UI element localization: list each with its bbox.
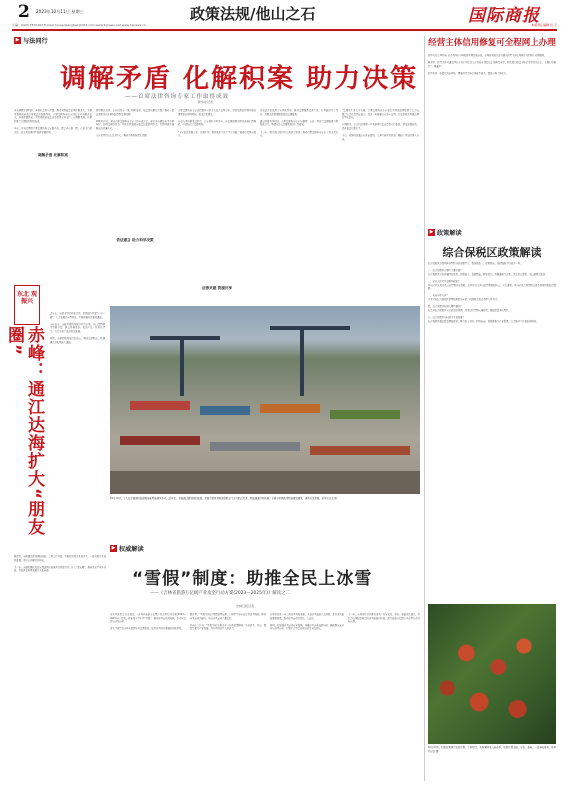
page-section-title: 政策法规/他山之石 — [190, 5, 316, 23]
section-arrow-icon: ▶ — [111, 545, 116, 551]
article-subheading: 依法建言 助力科学决策 — [116, 238, 154, 242]
article-subheading: 调解矛盾 化解积案 — [37, 153, 68, 157]
container-shape — [120, 436, 200, 445]
photo-caption: 10月10日，工人在赤峰国际陆港集装箱物流园区作业。近年来，赤峰通过建设国际陆港，发展中欧班列和海铁联运等多式联运业务，物流通道持续拓展。赤峰市积极推进物流枢纽建设，推动外贸发展。新华社记者 摄 — [110, 497, 337, 500]
container-shape — [200, 406, 250, 415]
crane-shape — [270, 326, 350, 330]
crane-shape — [150, 336, 220, 340]
article-column: “法律的生命在于实施，首席法律咨询专家制度为基层治理提供了有力支撑。”有关负责同志表示，将进一步拓展专家参与范围，让法治成为基层治理的坚实底色。 在调研中，专家们还发现一些基层单位法治意识有待提高，建议加强培训，提升依法行政水平。 今后，将继续加强专家队伍建设，完善考核评价机制，确保工作取得更大实效。 — [342, 109, 419, 141]
header-info-bar — [12, 22, 557, 28]
newspaper-masthead-logo: 国际商报 — [468, 6, 540, 26]
container-shape — [330, 410, 400, 419]
feature-headline[interactable]: 赤峰：通江达海扩大“朋友圈” — [4, 326, 44, 537]
section-label-text: 政策解读 — [437, 230, 462, 237]
contact-info: 主编：0433-7537167 E-mail: luneenjiangbao@163.com www.lnjnews.net www.lnjnews.cn — [12, 23, 146, 27]
article-column: 新华社北京10月电 记者从国家市场监督管理总局获悉，市场监管部门近日推出经营主体信用修复全程网上办理服务。 据介绍，经营主体可通过国家企业信用信息公示系统在线提交信用修复申请，相关部门依法审核后及时作出决定，实现信用修复“一网通办”。 此举将进一步优化营商环境，降低经营主体信用修复成本，激发市场主体活力。 — [428, 54, 556, 75]
article-column: 当前调解矛盾纠纷，商务社会秩序问题，推进全面依法治国不断深入，各级党委和政府高度重视法治保障作用。首席法律咨询专家制度在全省推开以来，各地积极探索，为党委政府依法决策提供专业支持，在调解矛盾、化解积案等方面取得明显成效。 当前，全省已聘请首席法律咨询专家数百名，覆盖省市县三级，在重大行政决策、重大项目推进中发挥重要作用。 — [14, 109, 92, 134]
feature-tag-text: 东北 观振兴 — [16, 291, 38, 305]
issue-date: 2023年10月11日 星期三 — [36, 9, 84, 14]
port-container-photo — [110, 306, 420, 494]
main-subheadline: ——首席法律咨询专家工作取得成效 — [125, 94, 230, 100]
article-column: 各地还注重发挥专家团队作用，推动法律服务资源下沉，在基层设立工作站，为群众提供便捷高效的法律服务。 通过共建共享机制，首席法律咨询专家与律师、公证、仲裁等法律服务力量形成合力，构建起多元化解纠纷的工作格局。 下一步，相关部门将持续完善制度机制，推动首席法律咨询专家工作走深走实。 — [260, 109, 338, 138]
section-label-text: 与法同行 — [23, 38, 48, 45]
article-column: 吉林省将进一步完善冰雪场地设施，丰富冰雪旅游产品供给，提升冰雪旅游服务质量，推动冰雪运动普及化、大众化。 同时，将加强冰雪运动安全保障，开展冰雪运动技能培训，确保群众安全参与冰雪运动，让更多人享受冰雪运动带来的快乐。 — [270, 613, 344, 631]
main-headline[interactable]: 调解矛盾 化解积案 助力决策 — [60, 64, 419, 94]
container-shape — [260, 404, 320, 413]
container-shape — [130, 401, 190, 410]
fruit-harvest-photo — [428, 604, 556, 744]
photo-caption: 10月10日，村民在果园中采摘苹果。金秋时节，各地果园进入收获季，村民忙着采摘、分拣、装箱，一派丰收景象。新华社记者 摄 — [428, 746, 557, 753]
page-number: 2 — [18, 2, 30, 22]
article-column: 下一步，吉林省将持续推动冰雪产业与文化、体育、旅游深度融合，打造具有国际影响力的冰雪旅游目的地，助力旅游万亿级产业攻坚行动目标实现。 — [348, 613, 420, 624]
rail-yard-ground — [110, 471, 420, 494]
article-subheading: 法律共建 资源共享 — [201, 286, 232, 290]
editor-credit: 本版责任编辑 包 玉 — [531, 23, 557, 27]
container-shape — [310, 446, 410, 455]
article-column: 综合保税区是我国开放型经济的重要平台，集保税加工、保税物流、保税服务等功能于一体。 一、综合保税区有哪些主要功能？ 综合保税区可以开展国际贸易、保税加工、保税物流、研发设计、检测维修等业务，享受进口保税、出口退税等政策。 二、企业入区可享受哪些政策？ 区内企业从境外进口的货物予以保税，从区外进入区内的货物视同出口，实行退税。区内企业之间货物交易不征增值税和消费税。 三、如何申请入区？ 企业可向综合保税区管理机构提出申请，按照相关规定办理入区手续。 四、综合保税区监管有哪些要求？ 海关对综合保税区实行封闭式管理，对进出区货物实施监管，确保政策落实到位。 五、综合保税区如何助力外贸发展？ 综合保税区通过政策叠加优势，吸引加工制造、跨境电商、保税维修等产业集聚，有力推动了外贸提质增效。 — [428, 262, 556, 323]
article-column: 冰天雪地也是金山银山。《吉林省旅游万亿级产业攻坚行动方案(2023—2025年)》提出，探索设立中小学“雪假”，推动冰雪运动进校园，带动全民参与冰雪运动。 设立“雪假”是吉林省发挥冰雪资源优势、促进冰雪经济发展的创新举措。 — [110, 613, 186, 631]
snow-holiday-headline[interactable]: “雪假”制度：助推全民上冰雪 — [132, 569, 373, 589]
feature-text-column: 据介绍，赤峰通过建设国际陆港、完善口岸功能，不断提升对外开放水平，一批外贸企业加快发展，进出口总额持续增长。 下一步，赤峰将继续深化与周边国家和地区的经贸合作，扩大“朋友圈”，推动高水平对外开放，为地区高质量发展注入新动能。 — [14, 555, 106, 573]
section-label-text: 权威解读 — [119, 546, 144, 553]
section-label-interpretation — [110, 544, 144, 553]
crane-shape — [180, 336, 184, 396]
section-arrow-icon: ▶ — [429, 229, 434, 235]
credit-repair-headline[interactable]: 经营主体信用修复可全程网上办理 — [428, 38, 556, 48]
section-arrow-icon: ▶ — [15, 37, 20, 43]
section-label-law — [14, 36, 48, 45]
column-divider — [424, 36, 425, 781]
header-rule — [12, 29, 557, 31]
article-column: 首席法律咨询专家还积极参与重大决策合法性审查，对涉及群众切身利益的事项提前研判风险，提出意见建议。 在重大项目推进过程中，专家团队全程参与，从法律层面为项目落地扫清障碍，有效防范了法律风险。 “专家的意见很专业，也很中肯，帮助我们少走了不少弯路。”某县负责同志表示。 — [178, 109, 256, 138]
article-column: 面对群众诉求，专家们深入一线，倾听诉求，依法提出解决方案，推动一批长期积压的矛盾纠纷得到妥善化解。 2023年1月，某市首席法律咨询专家工作室成立后，累计参与调处各类矛盾纠纷，提供法律意见书，为地方党委政府依法决策提供参考，得到基层干部群众的普遍认可。 专家们坚持以人民为中心，推动矛盾纠纷源头化解。 — [96, 109, 174, 138]
article-column: 据介绍，“雪假”将结合寒假统筹安排，引导学生和家长走进冰雪场地，体验冰雪运动的魅力，培养冰雪运动兴趣爱好。 业内人士认为，“雪假”制度有助于扩大冰雪消费群体，带动滑雪、住宿、餐饮等相关产业发展，为冰雪经济注入新活力。 — [190, 613, 266, 631]
feature-text-column: 近年来，赤峰市坚持开放合作，积极融入共建“一带一路”，大力发展外向型经济，不断拓展对外贸易通道。 今年以来，赤峰中欧班列累计开行多列，出口货物种类不断丰富，涵盖机械设备、农副产品、日用百货等，有力带动了地方经济发展。 同时，赤峰积极对接沿海港口，推动海铁联运，打通通江达海物流大通道。 — [50, 312, 105, 344]
section-label-policy — [428, 228, 462, 237]
crane-shape — [300, 326, 304, 396]
main-byline: 新华社记者 — [198, 100, 214, 104]
bonded-zone-headline[interactable]: 综合保税区政策解读 — [442, 246, 542, 259]
container-shape — [210, 442, 300, 451]
snow-holiday-byline: 吉林日报记者 — [236, 604, 255, 608]
snow-holiday-subheadline: ——《吉林省旅游万亿级产业攻坚行动方案(2023—2025年)》解读之二 — [150, 591, 290, 596]
